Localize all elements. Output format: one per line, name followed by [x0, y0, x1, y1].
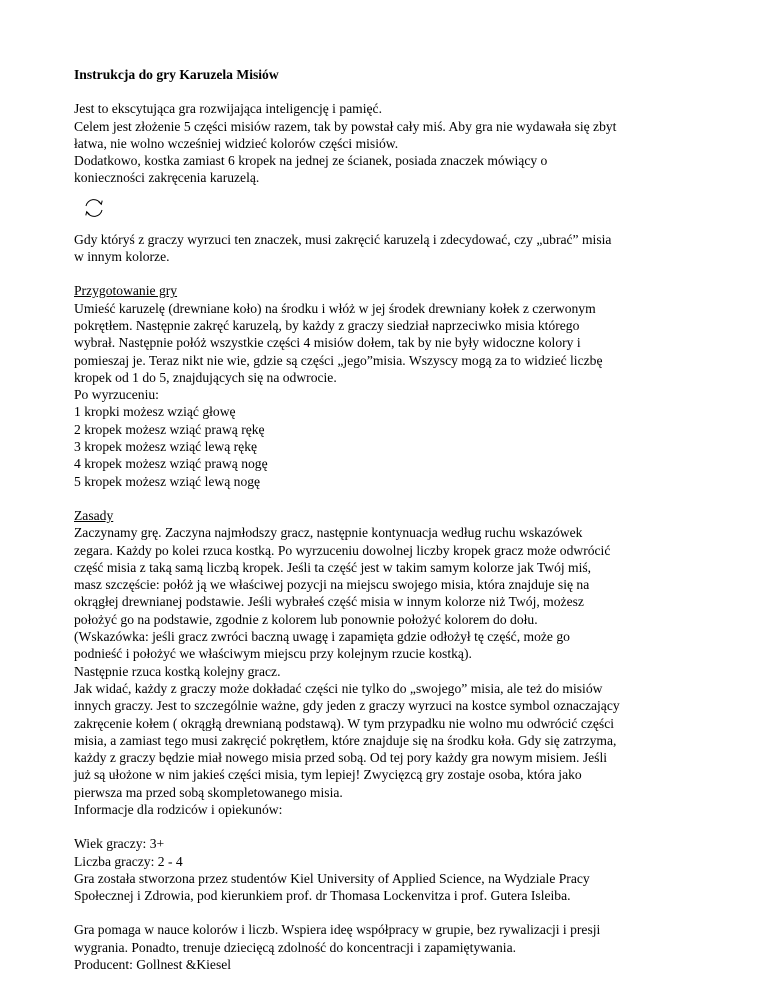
rules-line: położyć go na podstawie, zgodnie z kolorem lub ponownie położyć kolorem do dołu.	[74, 611, 538, 627]
intro-paragraph	[74, 100, 714, 186]
rules-line: pierwsza ma przed sobą skompletowanego misia.	[74, 784, 343, 800]
intro-line: łatwa, nie wolno wcześniej widzieć kolorów części misiów.	[74, 135, 399, 151]
preparation-line: pomieszaj je. Teraz nikt nie wie, gdzie są części „jego”misia. Wszyscy mogą za to widzieć liczbę	[74, 352, 603, 368]
preparation-line: wybrał. Następnie połóż wszystkie części 4 misiów dołem, tak by nie były widoczne kolory i	[74, 335, 581, 351]
closing-line: Gra pomaga w nauce kolorów i liczb. Wspiera ideę współpracy w grupie, bez rywalizacji i presji	[74, 922, 601, 938]
symbol-explanation	[74, 231, 714, 266]
rules-line: (Wskazówka: jeśli gracz zwróci baczną uwagę i zapamięta gdzie odłożył tę część, może go	[74, 629, 570, 645]
intro-line: Celem jest złożenie 5 części misiów razem, tak by powstał cały miś. Aby gra nie wydawała się zbyt	[74, 118, 617, 134]
intro-line: Jest to ekscytująca gra rozwijająca inteligencję i pamięć.	[74, 101, 382, 117]
credits-line: Społecznej i Zdrowia, pod kierunkiem prof. dr Thomasa Lockenvitza i prof. Gutera Isleiba.	[74, 888, 571, 904]
producent-line: Producent: Gollnest &Kiesel	[74, 957, 232, 973]
rules-heading: Zasady	[74, 507, 114, 523]
player-age: Wiek graczy: 3+	[74, 836, 165, 852]
rules-line: Następnie rzuca kostką kolejny gracz.	[74, 663, 281, 679]
dice-rule-line: 1 kropki możesz wziąć głowę	[74, 404, 236, 420]
rules-line: część misia z taką samą liczbą kropek. Jeśli ta część jest w takim samym kolorze jak Twój miś,	[74, 559, 592, 575]
rules-section	[74, 507, 714, 818]
rules-line: Jak widać, każdy z graczy może dokładać części nie tylko do „swojego” misia, ale też do misiów	[74, 680, 603, 696]
rules-line: misia, a zamiast tego musi zakręcić pokrętłem, które znajduje się na środku koła. Gdy się zatrzyma,	[74, 732, 617, 748]
preparation-heading: Przygotowanie gry	[74, 283, 178, 299]
rules-line: okrągłej drewnianej podstawie. Jeśli wybrałeś część misia w innym kolorze niż Twój, możesz	[74, 594, 584, 610]
preparation-line: pokrętłem. Następnie zakręć karuzelą, by każdy z graczy siedział naprzeciwko misia którego	[74, 317, 580, 333]
rules-line: już są ułożone w nim jakieś części misia, tym lepiej! Zwycięzcą gry zostaje osoba, która jako	[74, 767, 582, 783]
dice-rule-line: 4 kropek możesz wziąć prawą nogę	[74, 456, 268, 472]
rules-line: podnieść i położyć we właściwym miejscu przy kolejnym rzucie kostką).	[74, 646, 472, 662]
preparation-line: Po wyrzuceniu:	[74, 387, 159, 403]
rotate-arrows-icon	[82, 197, 106, 219]
intro-line: konieczności zakręcenia karuzelą.	[74, 170, 260, 186]
rules-line: Zaczynamy grę. Zaczyna najmłodszy gracz, następnie kontynuacja według ruchu wskazówek	[74, 525, 583, 541]
rules-line: zakręcenie kołem ( okrągłą drewnianą podstawą). W tym przypadku nie wolno mu odwrócić części	[74, 715, 615, 731]
dice-rule-line: 5 kropek możesz wziąć lewą nogę	[74, 473, 261, 489]
preparation-section	[74, 282, 714, 490]
intro-line: Dodatkowo, kostka zamiast 6 kropek na jednej ze ścianek, posiada znaczek mówiący o	[74, 153, 548, 169]
closing-line: wygrania. Ponadto, trenuje dziecięcą zdolność do koncentracji i zapamiętywania.	[74, 939, 516, 955]
rules-line: każdy z graczy będzie miał nowego misia przed sobą. Od tej pory każdy gra nowym misiem. Jeśli	[74, 750, 608, 766]
symbol-explanation-line: Gdy któryś z graczy wyrzuci ten znaczek, musi zakręcić karuzelą i zdecydować, czy „ubrać” misia	[74, 231, 612, 247]
parents-info-label: Informacje dla rodziców i opiekunów:	[74, 801, 283, 817]
spin-symbol	[74, 187, 714, 231]
document-title: Instrukcja do gry Karuzela Misiów	[74, 67, 279, 82]
rules-line: innych graczy. Jest to szczególnie ważne, gdy jeden z graczy wyrzuci na kostce symbol oznaczający	[74, 698, 620, 714]
document-page	[74, 66, 714, 973]
dice-rule-line: 2 kropek możesz wziąć prawą rękę	[74, 421, 265, 437]
rules-line: zegara. Każdy po kolei rzuca kostką. Po wyrzuceniu dowolnej liczby kropek gracz może odwrócić	[74, 542, 611, 558]
preparation-line: kropek od 1 do 5, znajdujących się na odwrocie.	[74, 369, 337, 385]
dice-rule-line: 3 kropek możesz wziąć lewą rękę	[74, 439, 258, 455]
symbol-explanation-line: w innym kolorze.	[74, 249, 170, 265]
info-section	[74, 835, 714, 904]
preparation-line: Umieść karuzelę (drewniane koło) na środku i włóż w jej środek drewniany kołek z czerwonym	[74, 300, 596, 316]
player-count: Liczba graczy: 2 - 4	[74, 853, 183, 869]
credits-line: Gra została stworzona przez studentów Kiel University of Applied Science, na Wydziale Pracy	[74, 870, 590, 886]
closing-section	[74, 921, 714, 973]
rules-line: masz szczęście: połóż ją we właściwej pozycji na miejscu swojego misia, która znajduje się na	[74, 577, 590, 593]
